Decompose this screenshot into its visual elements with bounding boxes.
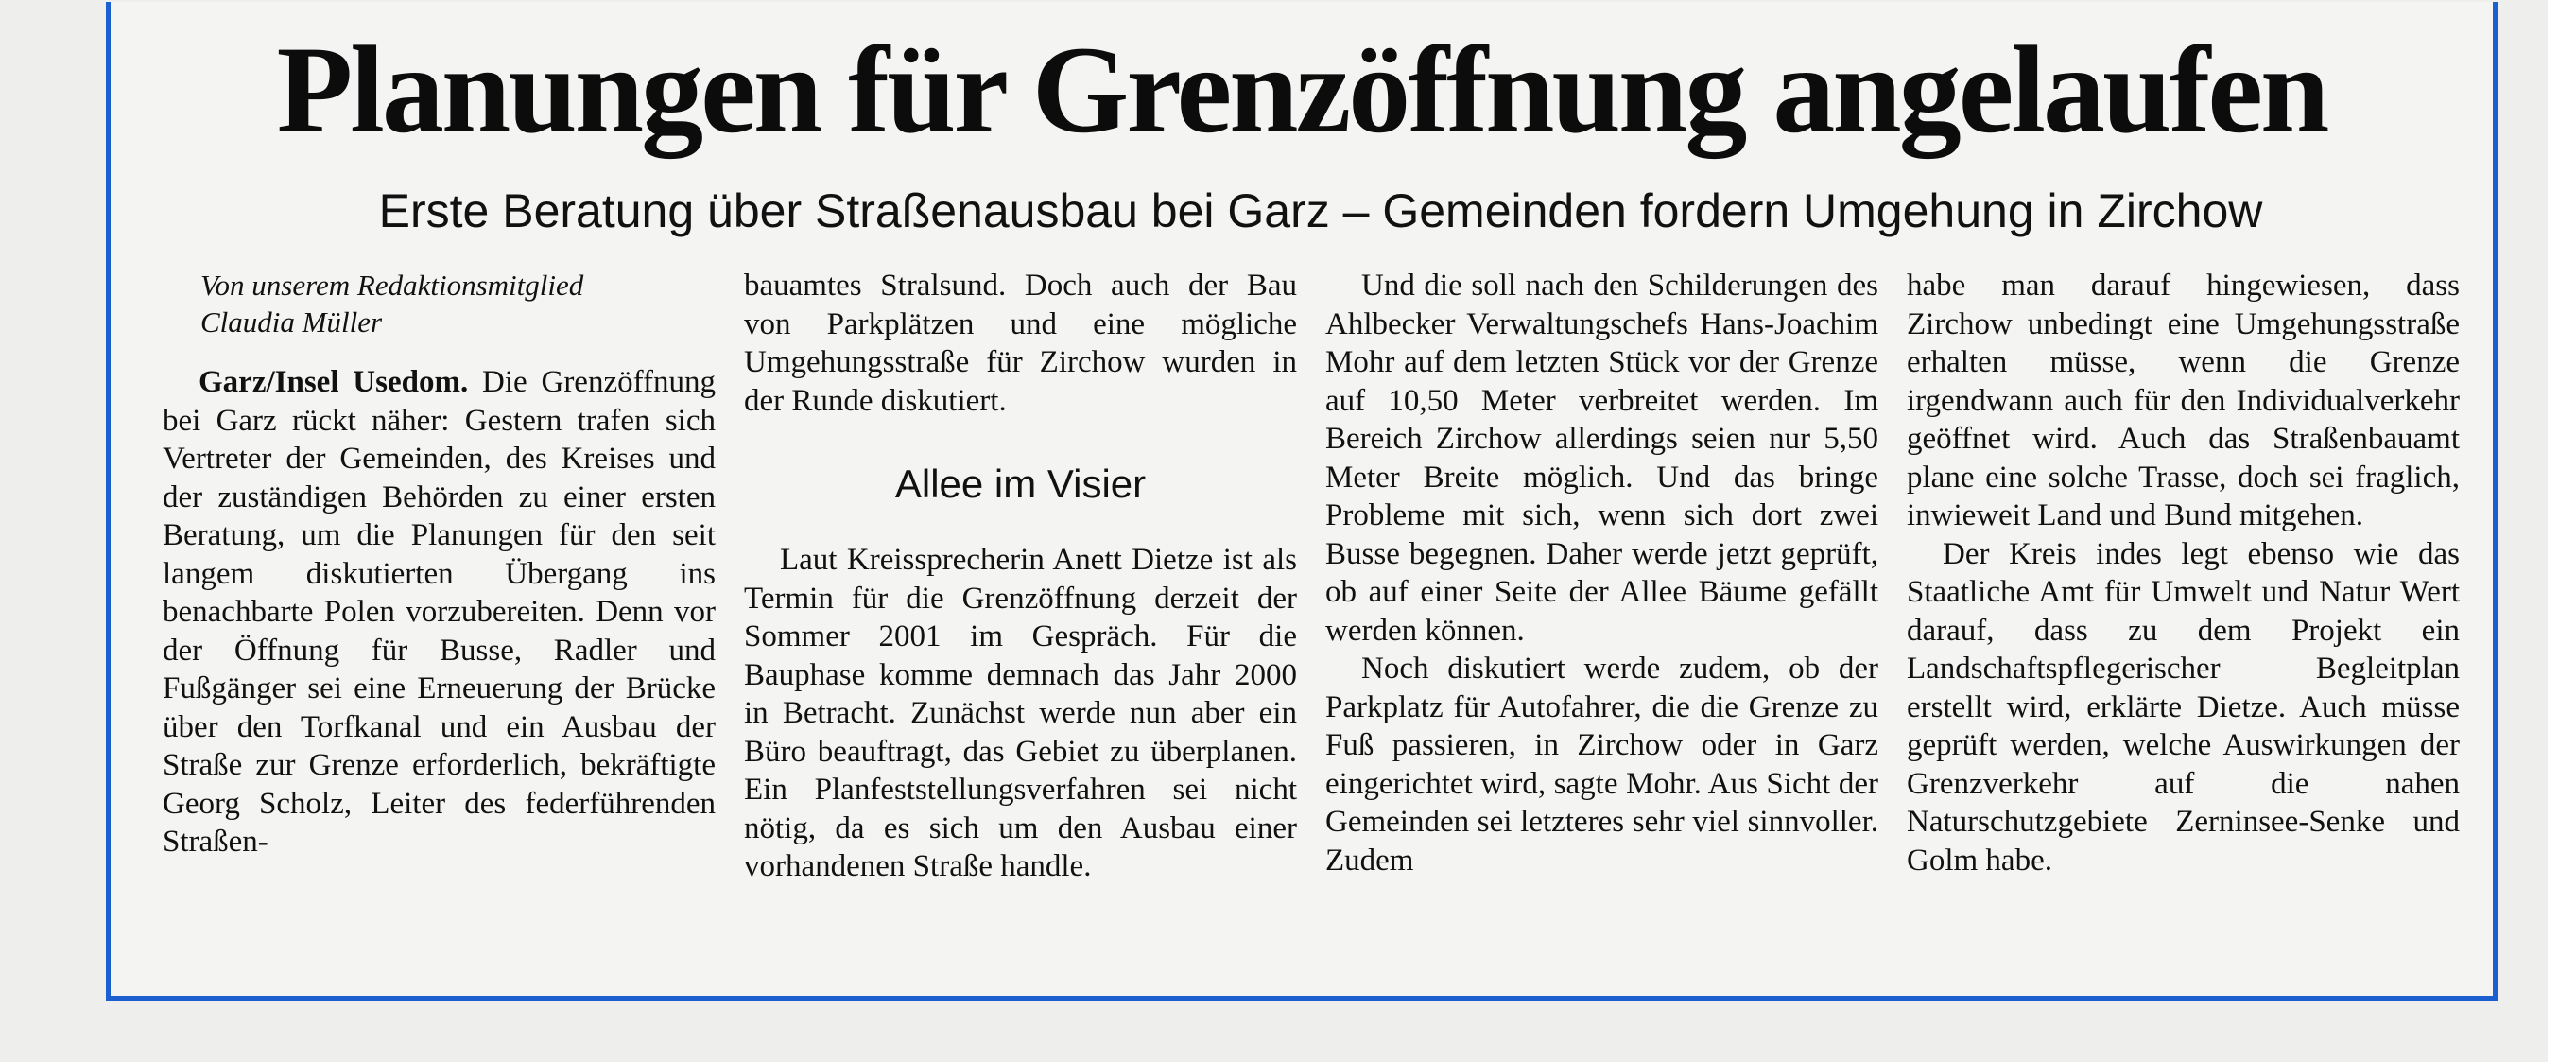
column-2-paragraph-1: bauamtes Stralsund. Doch auch der Bau von Parkplätzen und eine mögliche Umgehungsstraße für Zirchow wurden in der Runde diskutiert. — [744, 269, 1297, 418]
headline: Planungen für Grenzöffnung angelaufen — [276, 20, 2327, 159]
crosshead: Allee im Visier — [894, 461, 1147, 506]
byline — [163, 267, 716, 340]
column-1 — [163, 267, 716, 862]
byline-author: Claudia Müller — [200, 305, 383, 339]
byline-line-1: Von unserem Redaktionsmitglied — [200, 269, 584, 302]
article-frame — [106, 2, 2498, 1001]
column-4-paragraph-1: habe man darauf hingewiesen, dass Zirchow unbedingt eine Umgehungsstraße erhalten müsse, wenn die Grenze irgendwann auch für den Individualverkehr geöffnet wird. Auch das Straßenbauamt plane eine solche Trasse, doch sei fraglich, inwieweit Land und Bund mitgehen. — [1907, 269, 2460, 532]
column-2 — [744, 267, 1297, 886]
column-4 — [1907, 267, 2460, 879]
column-3 — [1325, 267, 1878, 879]
dateline: Garz/Insel Usedom. — [199, 365, 469, 399]
scan-margin — [2548, 0, 2576, 1062]
column-3-paragraph-1: Und die soll nach den Schilderungen des Ahlbecker Verwaltungschefs Hans-Joachim Mohr auf dem letzten Stück vor der Grenze auf 10,50 Meter verbreitet werden. Im Bereich Zirchow allerdings seien nur 5,50 Meter Breite möglich. Und das bringe Probleme mit sich, wenn sich dort zwei Busse begegnen. Daher werde jetzt geprüft, ob auf einer Seite der Allee Bäume gefällt werden können. — [1325, 269, 1878, 648]
subheadline: Erste Beratung über Straßenausbau bei Garz – Gemeinden fordern Umgehung in Zirchow — [378, 184, 2263, 237]
column-4-paragraph-2: Der Kreis indes legt ebenso wie das Staatliche Amt für Umwelt und Natur Wert darauf, dass zu dem Projekt ein Landschaftspflegerischer Begleitplan erstellt wird, erklärte Dietze. Auch müsse geprüft werden, welche Auswirkungen der Grenzverkehr auf die nahen Naturschutzgebiete Zerninsee-Senke und Golm habe. — [1907, 536, 2460, 878]
column-1-body: Die Grenzöffnung bei Garz rückt näher: Gestern trafen sich Vertreter der Gemeinden, des Kreises und der zuständigen Behörden zu einer ersten Beratung, um die Planungen für den seit langem diskutierten Übergang ins benachbarte Polen vorzubereiten. Denn vor der Öffnung für Busse, Radler und Fußgänger sei eine Erneuerung der Brücke über den Torfkanal und ein Ausbau der Straße zur Grenze erforderlich, bekräftigte Georg Scholz, Leiter des federführenden Straßen- — [163, 365, 716, 859]
column-2-paragraph-2: Laut Kreissprecherin Anett Dietze ist als Termin für die Grenzöffnung derzeit der Sommer 2001 im Gespräch. Für die Bauphase komme demnach das Jahr 2000 in Betracht. Zunächst werde nun aber ein Büro beauftragt, das Gebiet zu überplanen. Ein Planfeststellungsverfahren sei nicht nötig, da es sich um den Ausbau einer vorhandenen Straße handle. — [744, 543, 1297, 883]
column-1-text — [163, 363, 716, 862]
column-3-paragraph-2: Noch diskutiert werde zudem, ob der Parkplatz für Autofahrer, die die Grenze zu Fuß passieren, in Zirchow oder in Garz eingerichtet wird, sagte Mohr. Aus Sicht der Gemeinden sei letzteres sehr viel sinnvoller. Zudem — [1325, 652, 1878, 878]
